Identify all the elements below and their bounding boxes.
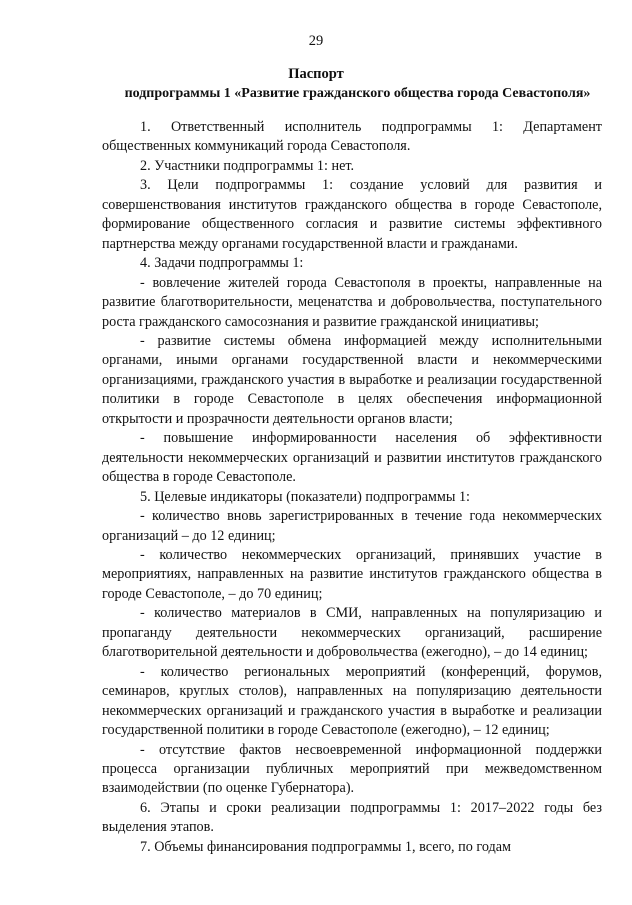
paragraph-responsible-executor: 1. Ответственный исполнитель подпрограммы 1: Департамент общественных коммуникаций города Севастополя.	[102, 119, 602, 155]
task-item: - вовлечение жителей города Севастополя в проекты, направленные на развитие благотворительности, меценатства и добровольчества, поступательного роста гражданского самосознания и развитие гражданской инициативы;	[102, 274, 602, 330]
indicator-item: - количество некоммерческих организаций, принявших участие в мероприятиях, направленных на развитие институтов гражданского общества в городе Севастополе, – до 70 единиц;	[102, 546, 602, 602]
paragraph-stages-terms: 6. Этапы и сроки реализации подпрограммы 1: 2017–2022 годы без выделения этапов.	[102, 799, 602, 836]
passport-title: Паспорт	[288, 66, 344, 82]
paragraph-financing: 7. Объемы финансирования подпрограммы 1, всего, по годам	[140, 838, 512, 855]
indicator-item: - отсутствие фактов несвоевременной информационной поддержки процесса организации публичных мероприятий при межведомственном взаимодействии (по оценке Губернатора).	[102, 741, 602, 797]
page-number: 29	[308, 33, 324, 49]
subprogram-title: подпрограммы 1 «Развитие гражданского общества города Севастополя»	[124, 86, 591, 101]
paragraph-goals: 3. Цели подпрограммы 1: создание условий для развития и совершенствования институтов гражданского общества в городе Севастополе, формирование общественного согласия и развитие системы эффективного партнерства между органами государственной власти и гражданами.	[102, 177, 602, 252]
paragraph-tasks-heading: 4. Задачи подпрограммы 1:	[140, 255, 304, 272]
task-item: - повышение информированности населения об эффективности деятельности некоммерческих организаций и развитии институтов гражданского общества в городе Севастополе.	[102, 430, 602, 486]
indicator-item: - количество материалов в СМИ, направленных на популяризацию и пропаганду деятельности некоммерческих организаций, расширение благотворительной деятельности и добровольчества (ежегодно), – до 14 единиц;	[102, 605, 602, 661]
paragraph-participants: 2. Участники подпрограммы 1: нет.	[140, 157, 355, 174]
indicator-item: - количество региональных мероприятий (конференций, форумов, семинаров, круглых столов), направленных на популяризацию деятельности некоммерческих организаций и гражданского участия в выработке и реализации государственной политики в городе Севастополе (ежегодно), – 12 единиц;	[102, 663, 602, 739]
paragraph-indicators-heading: 5. Целевые индикаторы (показатели) подпрограммы 1:	[140, 488, 470, 505]
indicator-item: - количество вновь зарегистрированных в течение года некоммерческих организаций – до 12 единиц;	[102, 508, 602, 544]
task-item: - развитие системы обмена информацией между исполнительными органами, иными органами государственной власти и некоммерческими организациями, гражданского участия в выработке и реализации государственной политики в городе Севастополе в целях обеспечения информационной открытости и прозрачности деятельности органов власти;	[102, 332, 602, 427]
document-body	[102, 118, 602, 857]
